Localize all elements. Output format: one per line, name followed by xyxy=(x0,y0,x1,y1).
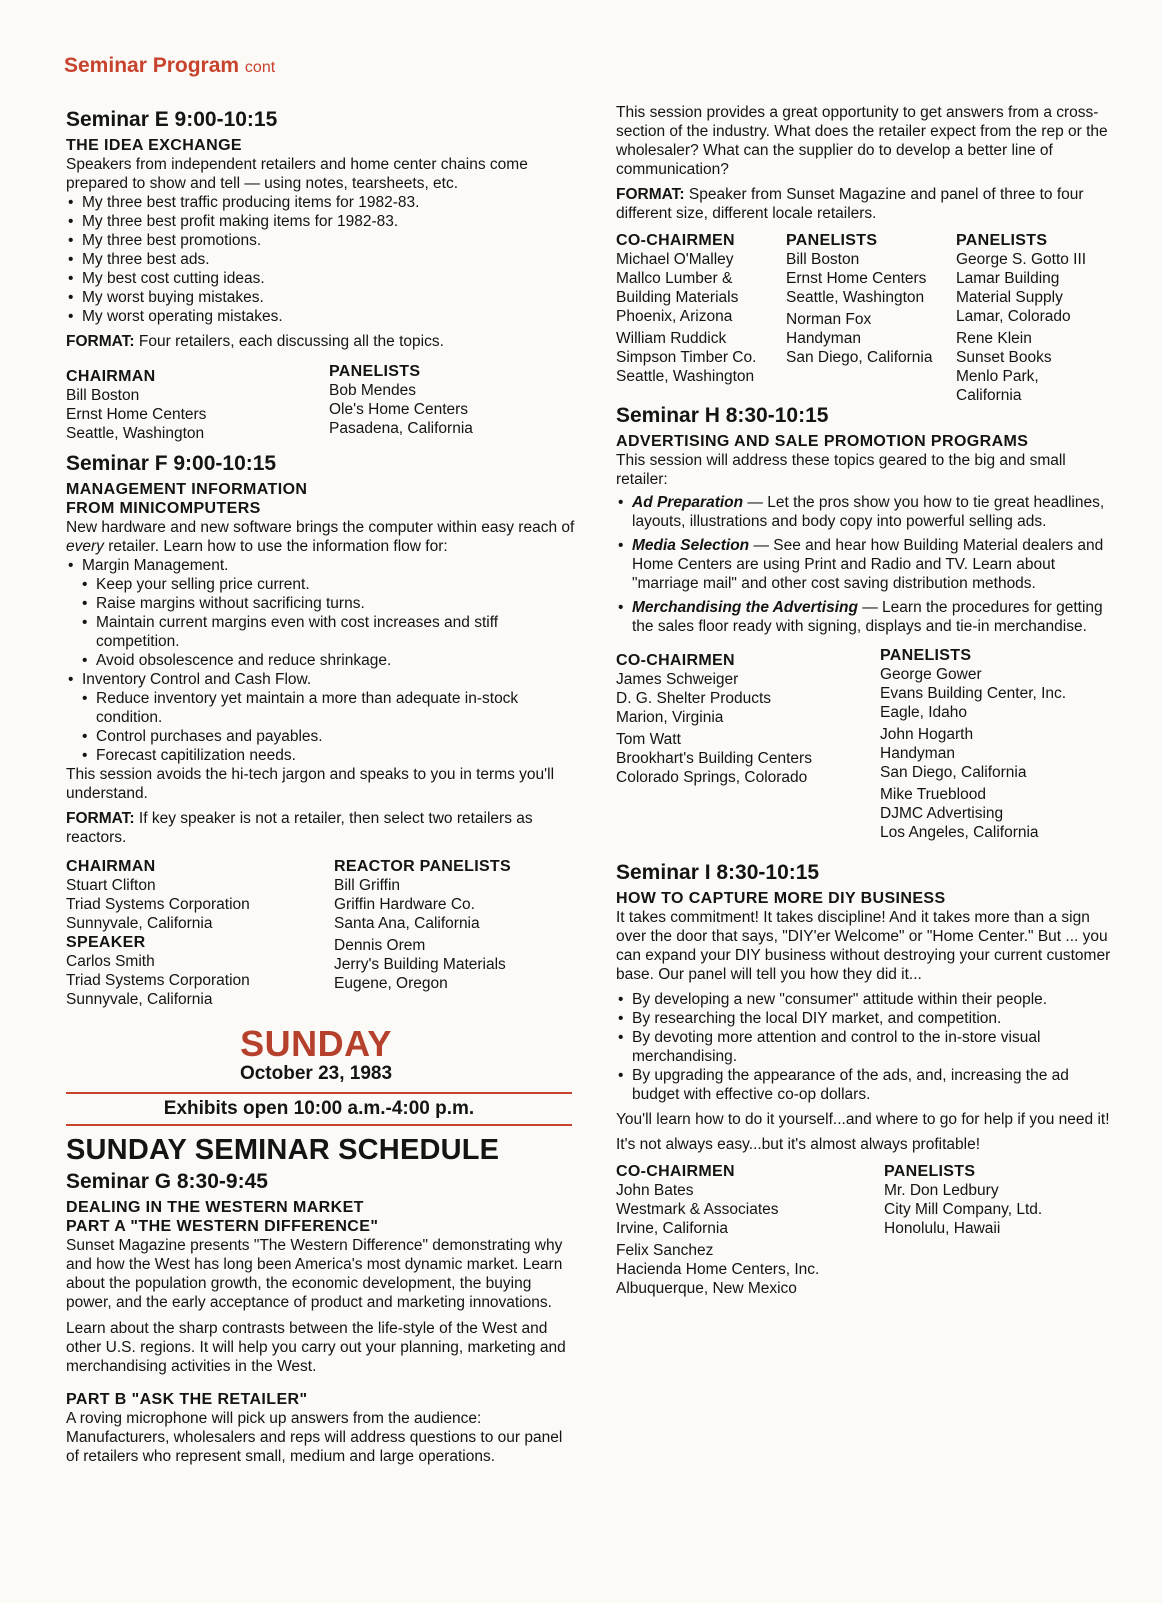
person-location: Seattle, Washington xyxy=(66,425,205,442)
list-item: • Keep your selling price current. xyxy=(66,575,576,594)
seminar-g-para-1: Sunset Magazine presents "The Western Difference" demonstrating why and how the West has long been America's most dynamic market. Learn about the population growth, the economic development, the buying power, and the early acceptance of product and marketing innovations. xyxy=(66,1237,563,1311)
seminar-f-closing: This session avoids the hi-tech jargon and speaks to you in terms you'll understand. xyxy=(66,766,555,802)
divider xyxy=(66,1124,572,1126)
seminar-g-title-2: PART A "THE WESTERN DIFFERENCE" xyxy=(66,1218,379,1235)
person-location: Menlo Park, xyxy=(956,368,1039,385)
seminar-g-para-3: A roving microphone will pick up answers from the audience: Manufacturers, wholesalers and reps will address questions to our panel of retailers who represent small, medium and large operations. xyxy=(66,1410,563,1465)
seminar-g-para-2: Learn about the sharp contrasts between the life-style of the West and other U.S. regions. It will help you carry out your planning, marketing and merchandising activities in the West. xyxy=(66,1320,566,1375)
panelists-label: PANELISTS xyxy=(956,232,1048,249)
seminar-g-para-4: This session provides a great opportunity to get answers from a cross-section of the industry. What does the retailer expect from the rep or the wholesaler? What can the supplier do to develop a better line of communication? xyxy=(616,104,1108,178)
seminar-f-heading: Seminar F 9:00-10:15 xyxy=(66,452,277,475)
panelists-block-2 xyxy=(956,231,1086,405)
list-item: • Inventory Control and Cash Flow. xyxy=(66,670,576,689)
person-location: Eagle, Idaho xyxy=(880,704,968,721)
speaker-label: SPEAKER xyxy=(66,934,146,951)
seminar-h xyxy=(616,403,1116,848)
person-company: Lamar Building xyxy=(956,270,1060,287)
chairman-block xyxy=(66,857,250,1009)
list-item: • My three best traffic producing items for 1982-83. xyxy=(66,193,576,212)
person-location: Phoenix, Arizona xyxy=(616,308,733,325)
list-item: • My three best promotions. xyxy=(66,231,576,250)
list-item: • Raise margins without sacrificing turns. xyxy=(66,594,576,613)
person-location: California xyxy=(956,387,1022,404)
topic-name: Media Selection xyxy=(632,537,750,554)
topic-name: Merchandising the Advertising xyxy=(632,599,858,616)
header-cont: cont xyxy=(244,59,276,76)
list-item: • By devoting more attention and control to the in-store visual merchandising. xyxy=(616,1028,1116,1066)
seminar-e-bullets xyxy=(66,193,576,326)
person-location: Santa Ana, California xyxy=(334,915,480,932)
person-location: Colorado Springs, Colorado xyxy=(616,769,808,786)
seminar-f-format xyxy=(66,809,576,847)
cochairmen-block xyxy=(616,231,756,386)
person-location: Los Angeles, California xyxy=(880,824,1039,841)
format-text: Four retailers, each discussing all the topics. xyxy=(138,333,444,350)
seminar-h-items xyxy=(616,493,1116,636)
seminar-i-intro: It takes commitment! It takes discipline! And it takes more than a sign over the door that says, "DIY'er Welcome" or "Home Center." But ... you can expand your DIY business without destroying your current customer base. Our panel will tell you how they did it... xyxy=(616,909,1111,983)
seminar-f-people xyxy=(66,857,576,1017)
format-text: Speaker from Sunset Magazine and panel of three to four different size, different locale retailers. xyxy=(616,186,1084,222)
person-company: Handyman xyxy=(786,330,861,347)
seminar-i xyxy=(616,860,1116,1302)
person-company: Evans Building Center, Inc. xyxy=(880,685,1067,702)
seminar-f-list xyxy=(66,556,576,765)
person-name: Bob Mendes xyxy=(329,382,417,399)
list-item: • Avoid obsolescence and reduce shrinkage. xyxy=(66,651,576,670)
chairman-label: CHAIRMAN xyxy=(66,858,156,875)
person-name: Tom Watt xyxy=(616,731,681,748)
topic-text: — Let the pros show you how to tie great headlines, layouts, illustrations and body copy into powerful selling ads. xyxy=(632,494,1105,530)
seminar-f-title-1: MANAGEMENT INFORMATION xyxy=(66,481,308,498)
format-label: FORMAT: xyxy=(616,186,685,203)
person-company: Triad Systems Corporation xyxy=(66,896,250,913)
format-label: FORMAT: xyxy=(66,810,135,827)
sunday-title: SUNDAY xyxy=(240,1023,392,1064)
seminar-g-heading: Seminar G 8:30-9:45 xyxy=(66,1170,268,1193)
person-location: Irvine, California xyxy=(616,1220,728,1237)
person-company: DJMC Advertising xyxy=(880,805,1004,822)
seminar-i-para-2: You'll learn how to do it yourself...and where to go for help if you need it! xyxy=(616,1111,1110,1128)
list-item: • Maintain current margins even with cost increases and stiff competition. xyxy=(66,613,576,651)
topic-text: — Learn the procedures for getting the sales floor ready with signing, displays and tie-in merchandise. xyxy=(632,599,1103,635)
seminar-i-heading: Seminar I 8:30-10:15 xyxy=(616,861,820,884)
person-company: Ernst Home Centers xyxy=(786,270,927,287)
exhibits-hours: Exhibits open 10:00 a.m.-4:00 p.m. xyxy=(163,1098,475,1119)
person-name: Mike Trueblood xyxy=(880,786,986,803)
seminar-f xyxy=(66,451,576,1017)
person-company: Sunset Books xyxy=(956,349,1052,366)
person-company: Griffin Hardware Co. xyxy=(334,896,475,913)
person-company: Ole's Home Centers xyxy=(329,401,469,418)
seminar-h-intro: This session will address these topics geared to the big and small retailer: xyxy=(616,452,1066,488)
person-location: Albuquerque, New Mexico xyxy=(616,1280,797,1297)
person-name: Norman Fox xyxy=(786,311,872,328)
seminar-i-title: HOW TO CAPTURE MORE DIY BUSINESS xyxy=(616,890,946,907)
person-name: James Schweiger xyxy=(616,671,739,688)
person-name: Stuart Clifton xyxy=(66,877,156,894)
seminar-g-part-b: PART B "ASK THE RETAILER" xyxy=(66,1391,308,1408)
person-company: Westmark & Associates xyxy=(616,1201,779,1218)
person-location: Eugene, Oregon xyxy=(334,975,448,992)
intro-text: New hardware and new software brings the computer within easy reach of xyxy=(66,519,575,536)
list-item: • My best cost cutting ideas. xyxy=(66,269,576,288)
seminar-g xyxy=(66,1169,576,1466)
person-name: Michael O'Malley xyxy=(616,251,734,268)
list-item: • By developing a new "consumer" attitude within their people. xyxy=(616,990,1116,1009)
person-location: Marion, Virginia xyxy=(616,709,724,726)
person-name: Bill Boston xyxy=(786,251,860,268)
person-company: Brookhart's Building Centers xyxy=(616,750,812,767)
topic-text: — See and hear how Building Material dealers and Home Centers are using Print and Radio and TV. Learn about "marriage mail" and other cost saving distribution methods. xyxy=(632,537,1104,592)
list-item: • Reduce inventory yet maintain a more than adequate in-stock condition. xyxy=(66,689,576,727)
list-item: • By researching the local DIY market, and competition. xyxy=(616,1009,1116,1028)
seminar-g-people xyxy=(616,231,1116,403)
person-company: Ernst Home Centers xyxy=(66,406,207,423)
list-item: • Forecast capitilization needs. xyxy=(66,746,576,765)
sunday-schedule-title: SUNDAY SEMINAR SCHEDULE xyxy=(66,1134,500,1166)
person-name: Dennis Orem xyxy=(334,937,426,954)
list-item: • My three best profit making items for 1982-83. xyxy=(66,212,576,231)
seminar-g-format xyxy=(616,185,1116,223)
reactor-label: REACTOR PANELISTS xyxy=(334,858,511,875)
seminar-f-intro xyxy=(66,518,576,556)
list-item: • Control purchases and payables. xyxy=(66,727,576,746)
seminar-f-title-2: FROM MINICOMPUTERS xyxy=(66,500,261,517)
intro-text: retailer. Learn how to use the information flow for: xyxy=(103,538,448,555)
chairman-block xyxy=(66,367,206,443)
seminar-g-continued xyxy=(616,103,1116,403)
seminar-g-title-1: DEALING IN THE WESTERN MARKET xyxy=(66,1199,364,1216)
panelists-block xyxy=(884,1162,1042,1238)
panelists-label: PANELISTS xyxy=(880,647,972,664)
person-name: Mr. Don Ledbury xyxy=(884,1182,999,1199)
person-name: John Hogarth xyxy=(880,726,974,743)
panelists-label: PANELISTS xyxy=(884,1163,976,1180)
person-location: Seattle, Washington xyxy=(616,368,755,385)
seminar-i-bullets xyxy=(616,990,1116,1104)
person-location: Pasadena, California xyxy=(329,420,473,437)
cochairmen-block xyxy=(616,651,812,787)
person-name: George S. Gotto III xyxy=(956,251,1087,268)
person-location: Lamar, Colorado xyxy=(956,308,1071,325)
sunday-date: October 23, 1983 xyxy=(239,1063,393,1084)
intro-emphasis: every xyxy=(66,538,104,555)
panelists-block xyxy=(329,362,473,438)
person-name: Bill Boston xyxy=(66,387,140,404)
seminar-i-para-3: It's not always easy...but it's almost always profitable! xyxy=(616,1136,981,1153)
list-item: • My worst operating mistakes. xyxy=(66,307,576,326)
format-label: FORMAT: xyxy=(66,333,135,350)
person-company: Mallco Lumber & xyxy=(616,270,733,287)
person-company: Material Supply xyxy=(956,289,1063,306)
topic-name: Ad Preparation xyxy=(632,494,744,511)
page-header xyxy=(64,54,275,78)
seminar-e-people xyxy=(66,363,576,445)
seminar-e-heading: Seminar E 9:00-10:15 xyxy=(66,108,278,131)
cochairmen-label: CO-CHAIRMEN xyxy=(616,1163,735,1180)
person-location: San Diego, California xyxy=(786,349,933,366)
list-item xyxy=(616,493,1116,531)
list-item xyxy=(616,598,1116,636)
person-company: Hacienda Home Centers, Inc. xyxy=(616,1261,820,1278)
person-name: Bill Griffin xyxy=(334,877,401,894)
panelists-block xyxy=(880,646,1066,842)
person-name: Felix Sanchez xyxy=(616,1242,714,1259)
chairman-label: CHAIRMAN xyxy=(66,368,156,385)
seminar-e-title: THE IDEA EXCHANGE xyxy=(66,137,243,154)
person-name: George Gower xyxy=(880,666,982,683)
panelists-label: PANELISTS xyxy=(329,363,421,380)
seminar-h-people xyxy=(616,646,1116,848)
person-company: Jerry's Building Materials xyxy=(334,956,506,973)
person-name: Carlos Smith xyxy=(66,953,155,970)
list-item: • By upgrading the appearance of the ads, and, increasing the ad budget with effective co-op dollars. xyxy=(616,1066,1116,1104)
seminar-i-people xyxy=(616,1162,1116,1302)
person-name: Rene Klein xyxy=(956,330,1032,347)
format-text: If key speaker is not a retailer, then select two retailers as reactors. xyxy=(66,810,533,846)
person-location: Sunnyvale, California xyxy=(66,991,213,1008)
sunday-block xyxy=(66,1025,566,1085)
person-location: Seattle, Washington xyxy=(786,289,925,306)
person-location: Sunnyvale, California xyxy=(66,915,213,932)
panelists-block xyxy=(786,231,932,367)
header-title: Seminar Program xyxy=(64,54,240,77)
seminar-h-heading: Seminar H 8:30-10:15 xyxy=(616,404,829,427)
person-name: John Bates xyxy=(616,1182,694,1199)
reactor-panelists-block xyxy=(334,857,511,993)
person-company: City Mill Company, Ltd. xyxy=(884,1201,1043,1218)
left-column xyxy=(66,107,576,1466)
list-item: • My three best ads. xyxy=(66,250,576,269)
list-item: • Margin Management. xyxy=(66,556,576,575)
seminar-e xyxy=(66,107,576,445)
person-company: Triad Systems Corporation xyxy=(66,972,250,989)
list-item: • My worst buying mistakes. xyxy=(66,288,576,307)
cochairmen-block xyxy=(616,1162,819,1298)
person-company: D. G. Shelter Products xyxy=(616,690,772,707)
person-company: Handyman xyxy=(880,745,955,762)
person-location: Honolulu, Hawaii xyxy=(884,1220,1001,1237)
person-location: San Diego, California xyxy=(880,764,1027,781)
seminar-e-format xyxy=(66,332,576,351)
person-company: Building Materials xyxy=(616,289,739,306)
seminar-e-intro: Speakers from independent retailers and home center chains come prepared to show and tell — using notes, tearsheets, etc. xyxy=(66,156,528,192)
right-column xyxy=(616,103,1116,1302)
seminar-h-title: ADVERTISING AND SALE PROMOTION PROGRAMS xyxy=(616,433,1029,450)
panelists-label: PANELISTS xyxy=(786,232,878,249)
cochairmen-label: CO-CHAIRMEN xyxy=(616,232,735,249)
person-company: Simpson Timber Co. xyxy=(616,349,757,366)
cochairmen-label: CO-CHAIRMEN xyxy=(616,652,735,669)
list-item xyxy=(616,536,1116,593)
person-name: William Ruddick xyxy=(616,330,727,347)
